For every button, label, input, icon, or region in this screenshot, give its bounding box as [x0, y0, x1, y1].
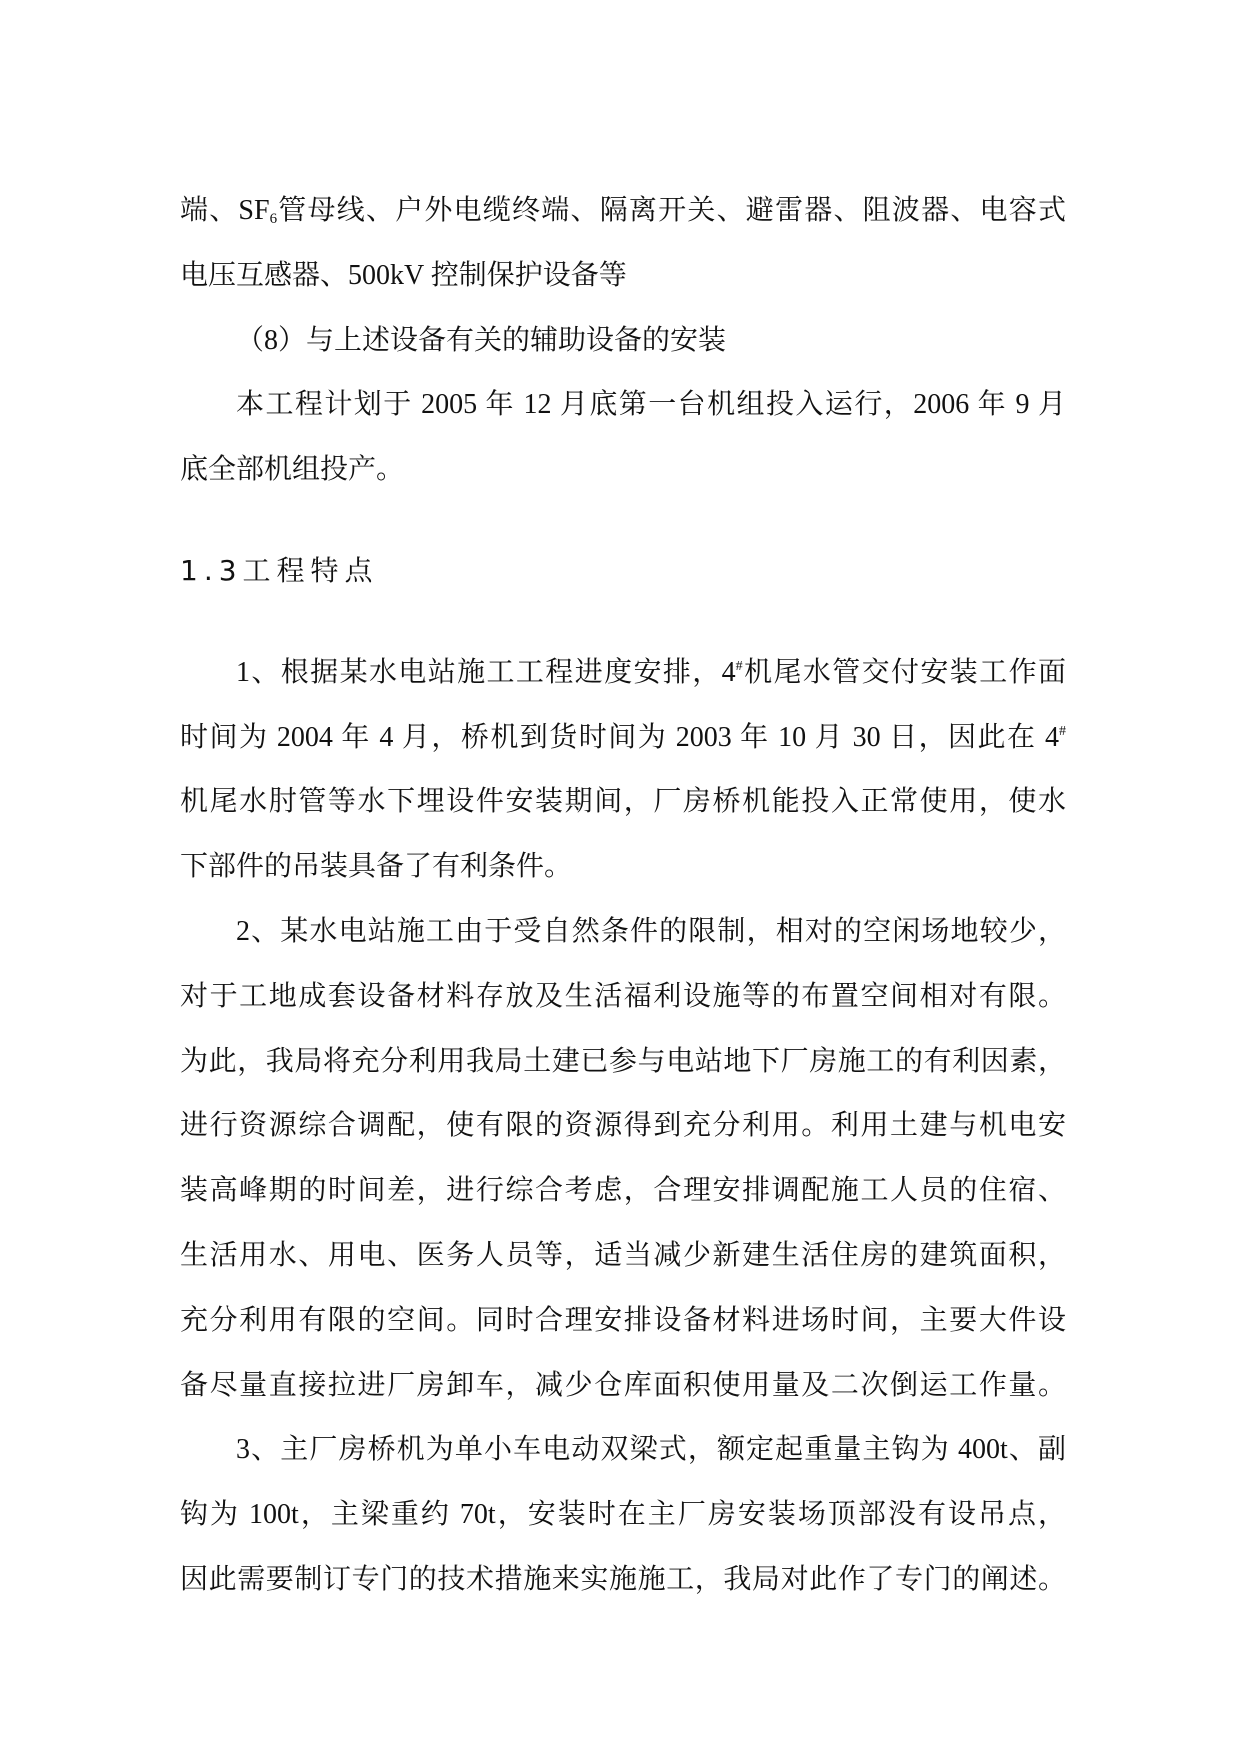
feature-2-line-2: 对于工地成套设备材料存放及生活福利设施等的布置空间相对有限。 — [180, 980, 1066, 1012]
feature-2-line-6: 生活用水、用电、医务人员等，适当减少新建生活住房的建筑面积， — [180, 1239, 1066, 1271]
feature-1-line-4: 下部件的吊装具备了有利条件。 — [180, 851, 573, 883]
feature-2-line-4: 进行资源综合调配，使有限的资源得到充分利用。利用土建与机电安 — [180, 1110, 1066, 1142]
feature-1-line-1 — [180, 641, 1066, 706]
feature-2-line-3: 为此，我局将充分利用我局土建已参与电站地下厂房施工的有利因素， — [180, 1045, 1066, 1077]
text-segment: 时间为 2004 年 4 月，桥机到货时间为 2003 年 10 月 30 日，因此在 4 — [180, 721, 1059, 753]
schedule-paragraph-line-2: 底全部机组投产。 — [180, 454, 405, 486]
superscript-text: # — [1059, 723, 1066, 739]
feature-1-line-3: 机尾水肘管等水下埋设件安装期间，厂房桥机能投入正常使用，使水 — [180, 786, 1066, 818]
text-segment: 1、根据某水电站施工工程进度安排，4 — [236, 656, 736, 688]
text-segment: 机尾水管交付安装工作面 — [742, 656, 1066, 688]
section-heading: 1.3工程特点 — [180, 553, 379, 587]
feature-2-line-7: 充分利用有限的空间。同时合理安排设备材料进场时间，主要大件设 — [180, 1304, 1066, 1336]
list-item-7-line-1 — [180, 179, 1066, 244]
feature-2-line-5: 装高峰期的时间差，进行综合考虑，合理安排调配施工人员的住宿、 — [180, 1175, 1066, 1207]
feature-3-line-3: 因此需要制订专门的技术措施来实施施工，我局对此作了专门的阐述。 — [180, 1563, 1066, 1595]
feature-2-line-8: 备尽量直接拉进厂房卸车，减少仓库面积使用量及二次倒运工作量。 — [180, 1369, 1066, 1401]
list-item-7-line-2: 电压互感器、500kV 控制保护设备等 — [180, 259, 627, 291]
text-segment: 端、SF — [180, 195, 270, 226]
text-segment: 管母线、户外电缆终端、隔离开关、避雷器、阻波器、电容式 — [277, 195, 1066, 226]
document-body — [180, 179, 1066, 1613]
feature-3-line-2: 钩为 100t，主梁重约 70t，安装时在主厂房安装场顶部没有设吊点， — [180, 1499, 1066, 1531]
feature-1-line-2 — [180, 706, 1066, 771]
feature-3-line-1: 3、主厂房桥机为单小车电动双梁式，额定起重量主钩为 400t、副 — [236, 1434, 1066, 1466]
list-item-8: （8）与上述设备有关的辅助设备的安装 — [236, 324, 727, 356]
schedule-paragraph-line-1: 本工程计划于 2005 年 12 月底第一台机组投入运行，2006 年 9 月 — [236, 389, 1066, 421]
feature-2-line-1: 2、某水电站施工由于受自然条件的限制，相对的空闲场地较少， — [236, 915, 1066, 947]
subscript-text: 6 — [269, 211, 278, 227]
superscript-text: # — [735, 658, 743, 674]
